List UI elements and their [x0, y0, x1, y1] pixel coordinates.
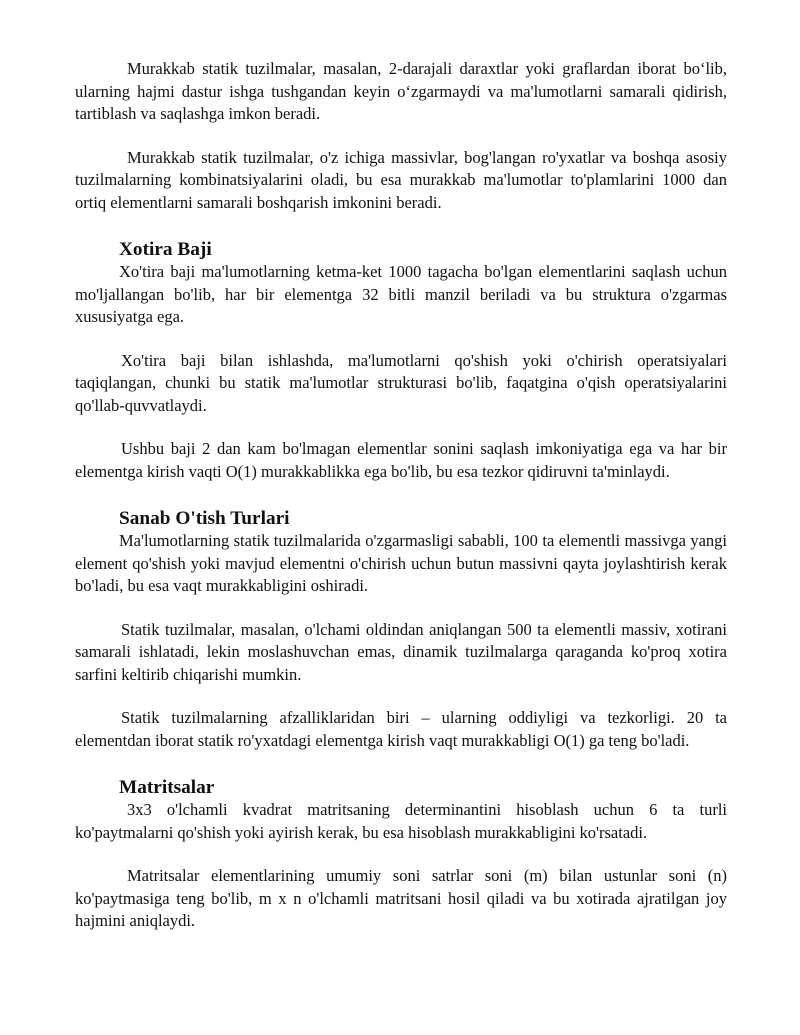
paragraph: Ushbu baji 2 dan kam bo'lmagan elementlar sonini saqlash imkoniyatiga ega va har bir elementga kirish vaqti O(1) murakkablikka ega bo'lib, bu esa tezkor qidiruvni ta'minlaydi.	[75, 439, 727, 481]
section-heading: Xotira Baji	[119, 239, 212, 260]
paragraph: Ma'lumotlarning statik tuzilmalarida o'zgarmasligi sababli, 100 ta elementli massivga yangi element qo'shish yoki mavjud elementni o'chirish uchun butun massivni qayta joylashtirish kerak bo'ladi, bu esa vaqt murakkabligini oshiradi.	[75, 531, 727, 595]
section-xotira-baji	[75, 238, 727, 483]
paragraph: Statik tuzilmalar, masalan, o'lchami oldindan aniqlangan 500 ta elementli massiv, xotirani samarali ishlatadi, lekin moslashuvchan emas, dinamik tuzilmalarga qaraganda ko'proq xotira sarfini keltirib chiqarishi mumkin.	[75, 619, 727, 684]
section-heading: Sanab O'tish Turlari	[119, 508, 290, 529]
paragraph: 3x3 o'lchamli kvadrat matritsaning determinantini hisoblash uchun 6 ta turli ko'paytmalarni qo'shish yoki ayirish kerak, bu esa hisoblash murakkabligini ko'rsatadi.	[75, 800, 727, 842]
paragraph: Murakkab statik tuzilmalar, masalan, 2-darajali daraxtlar yoki graflardan iborat bo‘lib, ularning hajmi dastur ishga tushgandan keyin o‘zgarmaydi va ma'lumotlarni samarali qidirish, tartiblash va saqlashga imkon beradi.	[75, 59, 727, 123]
document-page	[75, 58, 727, 933]
paragraph: Xo'tira baji ma'lumotlarning ketma-ket 1000 tagacha bo'lgan elementlarini saqlash uchun mo'ljallangan bo'lib, har bir elementga 32 bitli manzil beriladi va bu struktura o'zgarmas xususiyatga ega.	[75, 262, 727, 326]
paragraph: Murakkab statik tuzilmalar, o'z ichiga massivlar, bog'langan ro'yxatlar va boshqa asosiy tuzilmalarning kombinatsiyalarini oladi, bu esa murakkab ma'lumotlar to'plamlarini 1000 dan ortiq elementlarni samarali boshqarish imkonini beradi.	[75, 147, 727, 212]
section-matritsalar	[75, 776, 727, 933]
section-sanab-otish-turlari	[75, 507, 727, 752]
section-heading: Matritsalar	[119, 777, 215, 798]
paragraph: Matritsalar elementlarining umumiy soni satrlar soni (m) bilan ustunlar soni (n) ko'paytmasiga teng bo'lib, m x n o'lchamli matritsani hosil qiladi va bu xotirada ajratilgan joy hajmini aniqlaydi.	[75, 866, 727, 930]
paragraph: Xo'tira baji bilan ishlashda, ma'lumotlarni qo'shish yoki o'chirish operatsiyalari taqiqlangan, chunki bu statik ma'lumotlar strukturasi bo'lib, faqatgina o'qish operatsiyalarini qo'llab-quvvatlaydi.	[75, 350, 727, 415]
paragraph: Statik tuzilmalarning afzalliklaridan biri – ularning oddiyligi va tezkorligi. 20 ta elementdan iborat statik ro'yxatdagi elementga kirish vaqt murakkabligi O(1) ga teng bo'ladi.	[75, 708, 727, 750]
